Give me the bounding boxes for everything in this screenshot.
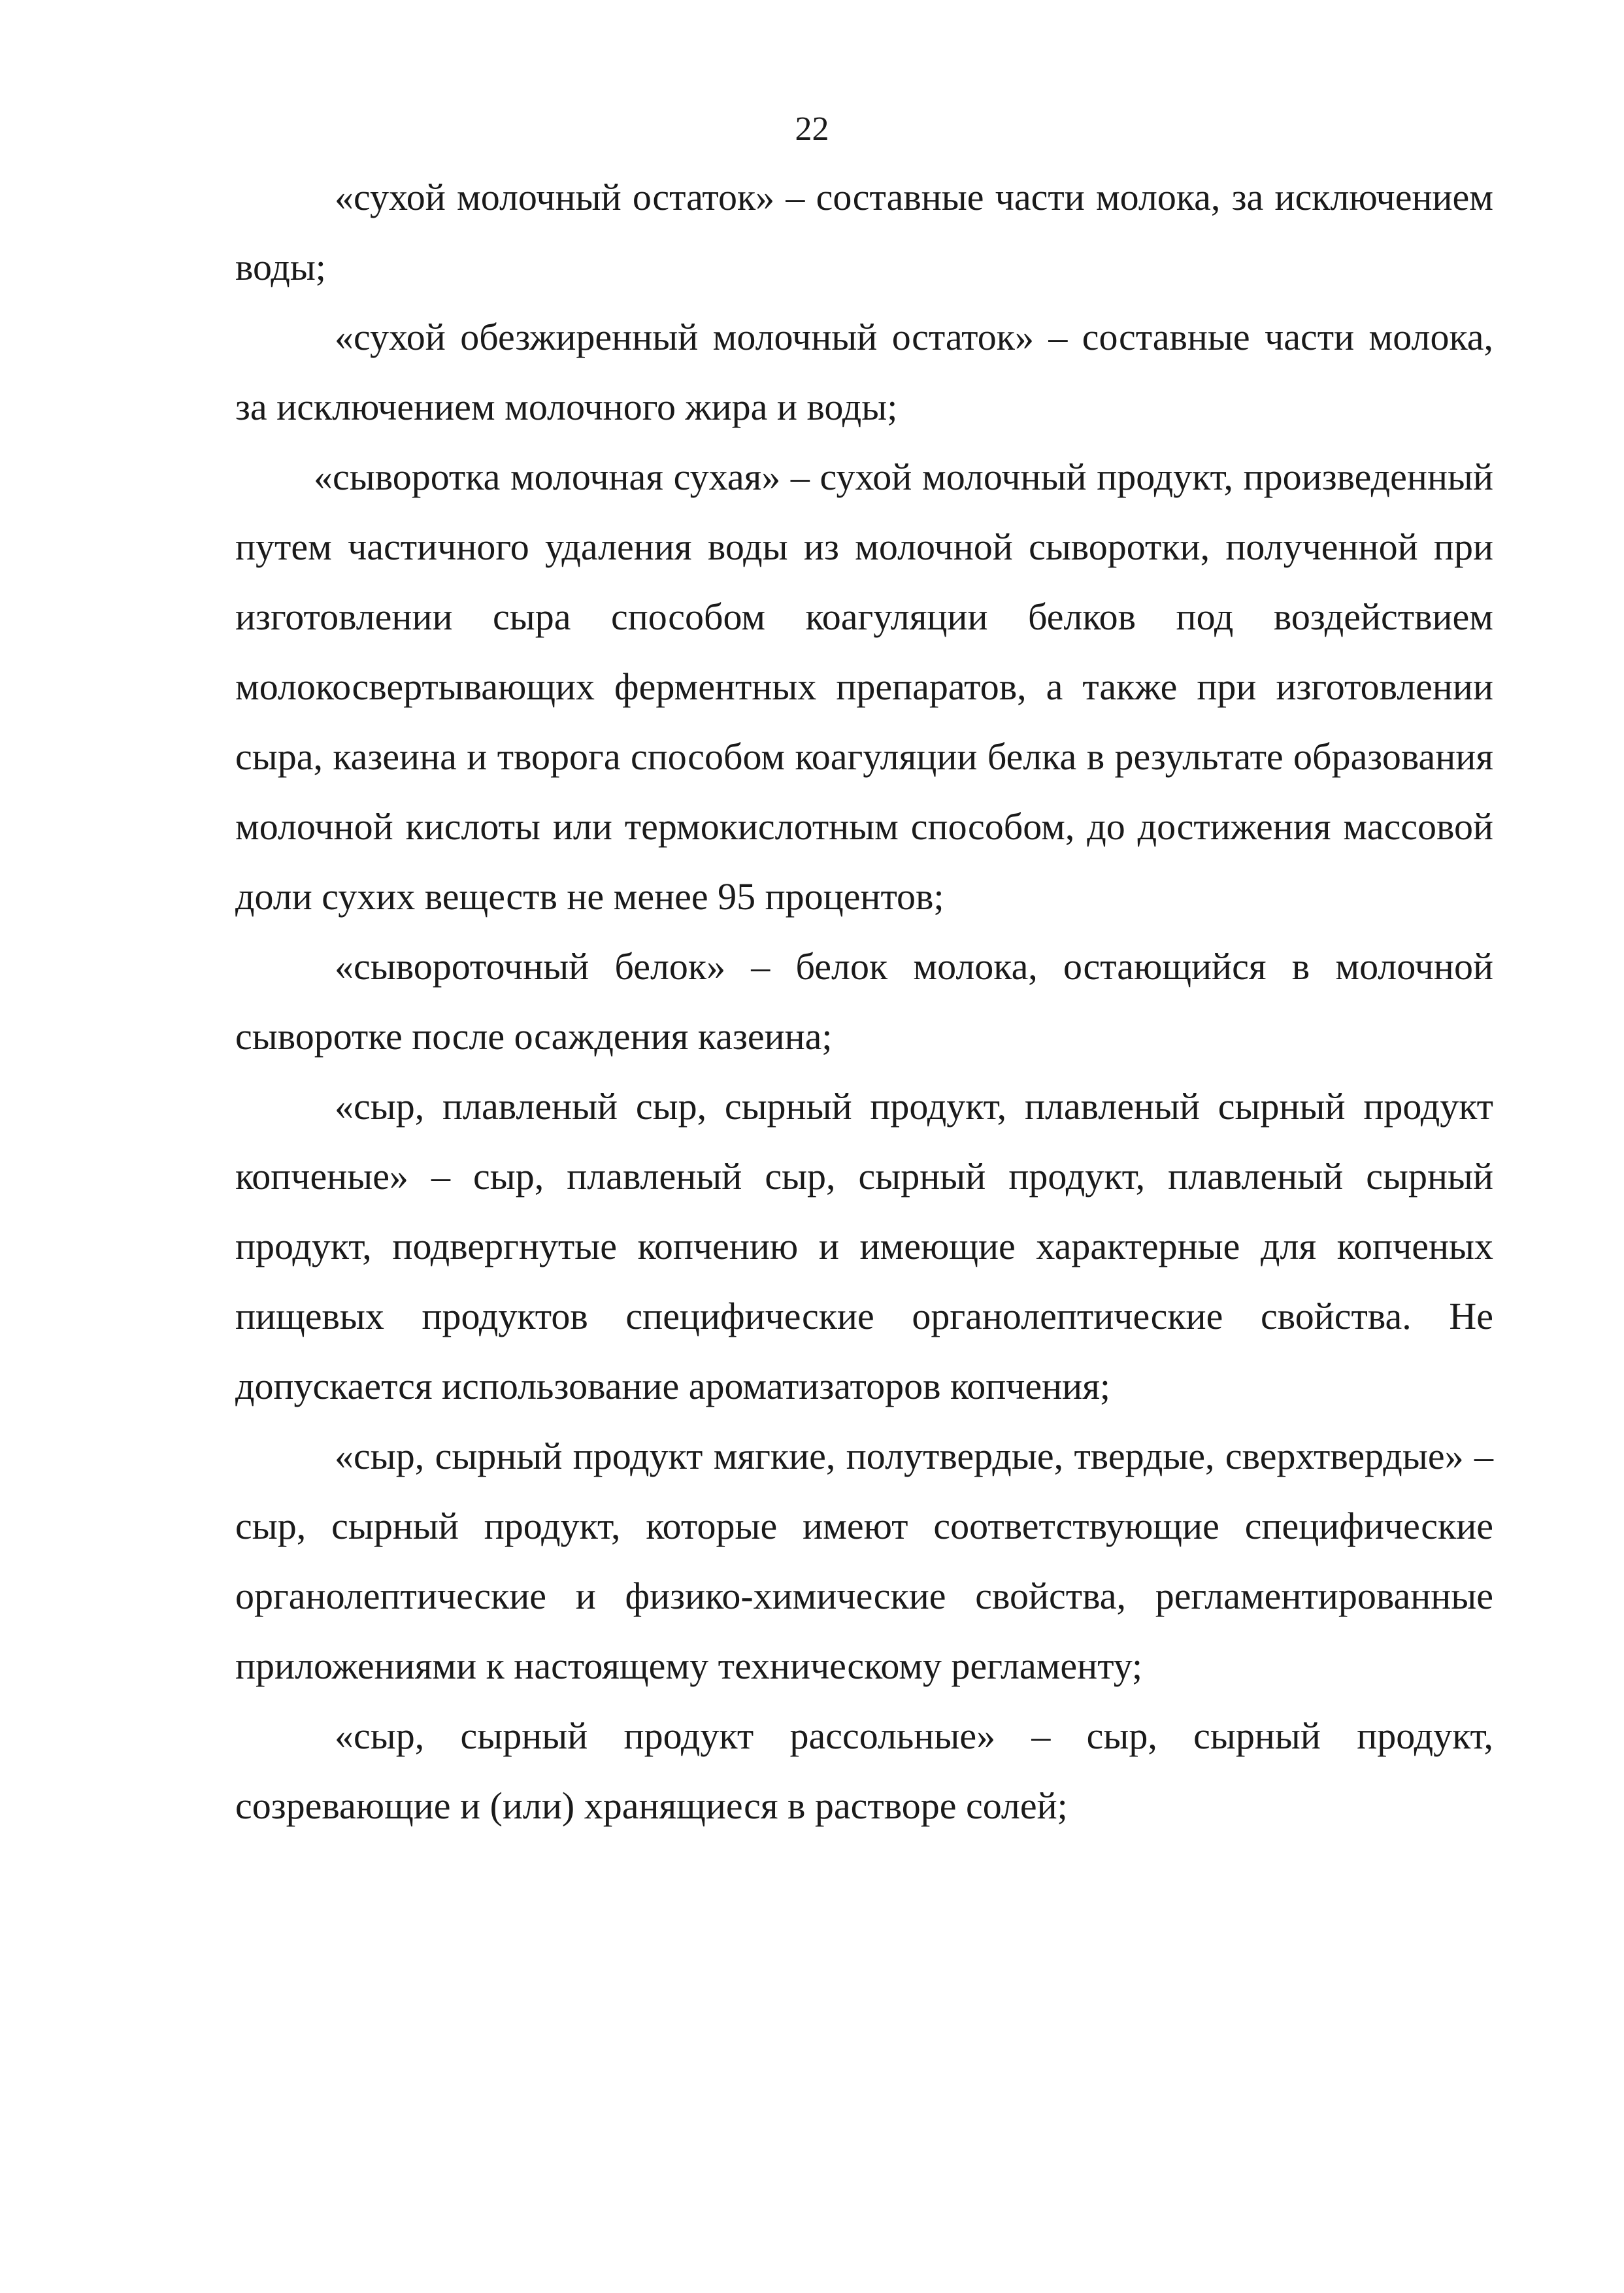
- definition-whey-protein: «сывороточный белок» – белок молока, остающийся в молочной сыворотке после осаждения казеина;: [235, 945, 1493, 1058]
- definition-brine-cheese: «сыр, сырный продукт рассольные» – сыр, сырный продукт, созревающие и (или) хранящиеся в растворе солей;: [235, 1715, 1493, 1827]
- definition-dry-whey: «сыворотка молочная сухая» – сухой молочный продукт, произведенный путем частичного удаления воды из молочной сыворотки, полученной при изготовлении сыра способом коагуляции белков под воздействием молокосвертывающих ферментных препаратов, а также при изготовлении сыра, казеина и творога способом коагуляции белка в результате образования молочной кислоты или термокислотным способом, до достижения массовой доли сухих веществ не менее 95 процентов;: [235, 456, 1493, 918]
- document-body: [235, 162, 1493, 1841]
- definition-dry-milk-residue: «сухой молочный остаток» – составные части молока, за исключением воды;: [235, 176, 1493, 288]
- definition-cheese-hardness: «сыр, сырный продукт мягкие, полутвердые, твердые, сверхтвердые» – сыр, сырный продукт, которые имеют соответствующие специфические органолептические и физико-химические свойства, регламентированные приложениями к настоящему техническому регламенту;: [235, 1435, 1493, 1687]
- page-number: 22: [795, 110, 829, 148]
- definition-smoked-cheese: «сыр, плавленый сыр, сырный продукт, плавленый сырный продукт копченые» – сыр, плавленый сыр, сырный продукт, плавленый сырный продукт, подвергнутые копчению и имеющие характерные для копченых пищевых продуктов специфические органолептические свойства. Не допускается использование ароматизаторов копчения;: [235, 1085, 1493, 1407]
- definition-dry-skim-milk-residue: «сухой обезжиренный молочный остаток» – составные части молока, за исключением молочного жира и воды;: [235, 316, 1493, 428]
